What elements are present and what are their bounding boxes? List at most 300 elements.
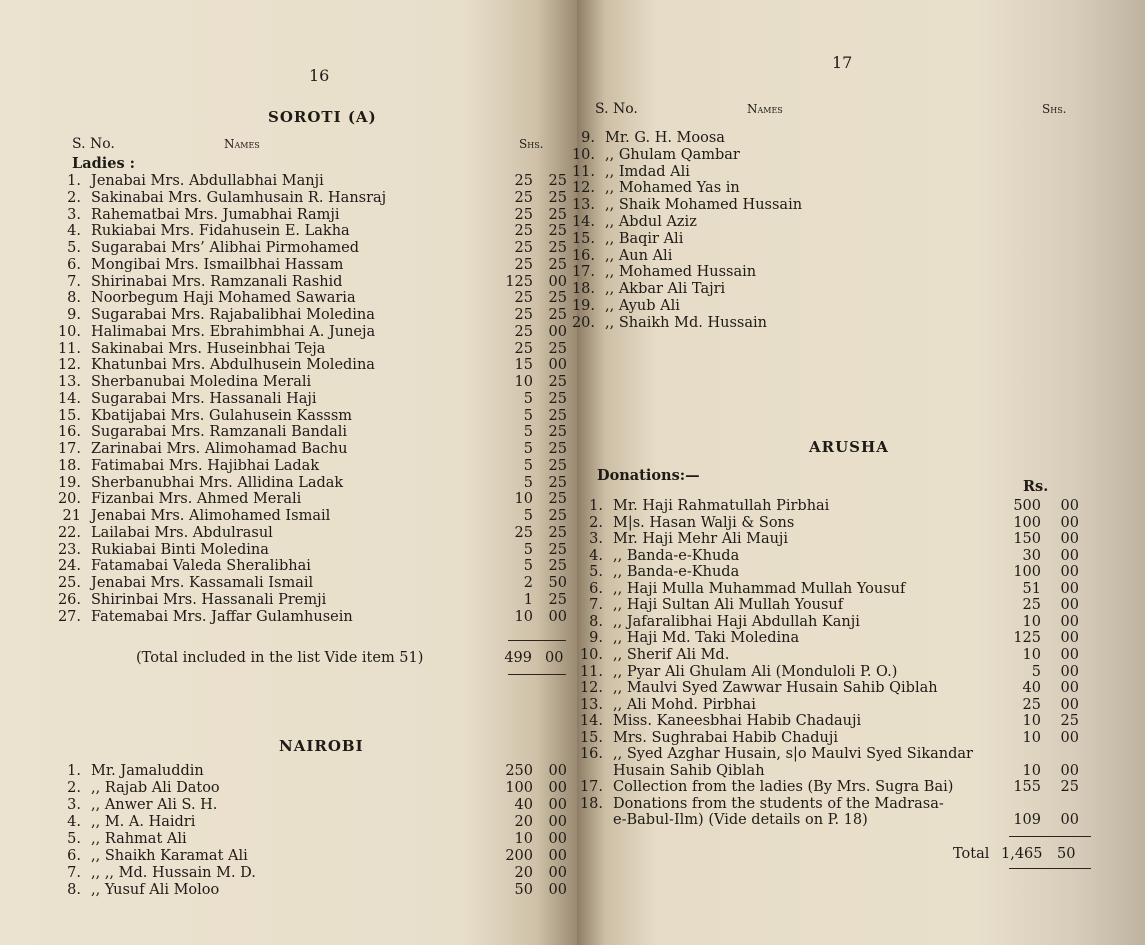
donation-row [577, 614, 1097, 631]
row-amount: 500 [1013, 498, 1041, 514]
row-cents: 25 [548, 441, 567, 457]
row-name: ,, Haji Md. Taki Moledina [613, 630, 800, 647]
donor-row [55, 357, 570, 374]
row-cents: 00 [548, 797, 567, 813]
row-name: Jenabai Mrs. Abdullabhai Manji [91, 173, 324, 189]
row-cents: 25 [548, 307, 567, 323]
donor-row [569, 231, 1049, 248]
donor-row [55, 780, 570, 797]
row-number: 20. [571, 314, 595, 331]
column-header-sno: S. No. [72, 136, 115, 152]
row-amount: 10 [514, 374, 533, 390]
row-amount: 10 [1022, 613, 1041, 630]
row-number: 5. [67, 240, 81, 256]
row-number: 8. [67, 290, 81, 307]
row-cents: 25 [548, 591, 567, 608]
row-cents: 00 [1060, 729, 1079, 746]
page-number: 17 [832, 53, 853, 72]
donor-row [55, 391, 570, 408]
row-name: Fatamabai Valeda Sheralibhai [91, 558, 311, 575]
donor-row [569, 298, 1049, 315]
row-cents: 25 [548, 491, 567, 508]
row-number: 11. [571, 163, 595, 180]
donor-row [569, 164, 1049, 181]
donor-row [55, 865, 570, 882]
row-name: Jenabai Mrs. Kassamali Ismail [91, 575, 314, 591]
row-cents: 25 [548, 457, 567, 474]
arusha-total-rule-top [1009, 836, 1091, 837]
row-name: Sakinabai Mrs. Gulamhusain R. Hansraj [91, 189, 387, 206]
row-cents: 00 [1060, 696, 1079, 713]
row-number: 12. [571, 180, 595, 197]
donation-row [577, 730, 1097, 747]
row-cents: 25 [548, 541, 567, 558]
row-number: 4. [67, 814, 81, 830]
row-amount: 250 [505, 763, 533, 779]
row-amount: 10 [1022, 729, 1041, 746]
donor-row [55, 508, 570, 525]
donation-row [577, 597, 1097, 614]
row-number: 14. [579, 713, 603, 730]
row-number: 17. [579, 779, 603, 796]
row-number: 26. [57, 591, 81, 608]
section-title-soroti: SOROTI (A) [268, 108, 377, 126]
row-cents: 25 [548, 407, 567, 424]
row-name: ,, Aun Ali [605, 247, 673, 264]
donor-row [569, 130, 1049, 147]
donation-row [577, 664, 1097, 681]
row-amount: 10 [1022, 713, 1041, 730]
row-number: 7. [67, 273, 81, 290]
row-name: Mr. G. H. Moosa [605, 130, 725, 146]
row-amount: 5 [523, 558, 533, 575]
row-name: Miss. Kaneesbhai Habib Chadauji [613, 713, 862, 730]
row-name: Sakinabai Mrs. Huseinbhai Teja [91, 340, 326, 357]
row-amount: 30 [1022, 547, 1041, 564]
column-header-names: Names [747, 102, 783, 116]
row-number: 16. [571, 247, 595, 264]
row-amount: 25 [514, 340, 533, 357]
donor-row [55, 290, 570, 307]
donor-row [569, 315, 1049, 332]
row-number: 17. [57, 441, 81, 457]
donor-row [55, 458, 570, 475]
row-amount: 25 [514, 240, 533, 256]
row-name: Zarinabai Mrs. Alimohamad Bachu [91, 441, 348, 457]
total-rule-top [508, 640, 566, 641]
row-name: ,, Banda-e-Khuda [613, 564, 740, 581]
donor-row [55, 609, 570, 626]
row-name: ,, Maulvi Syed Zawwar Husain Sahib Qiblah [613, 680, 938, 697]
donation-row [577, 812, 1097, 829]
column-header-amount: Shs. [1042, 102, 1067, 116]
row-amount: 10 [1022, 762, 1041, 779]
donation-row [577, 796, 1097, 813]
row-name: Collection from the ladies (By Mrs. Sugra Bai) [613, 779, 954, 796]
row-cents: 00 [548, 780, 567, 796]
row-number: 8. [67, 882, 81, 898]
donor-row [55, 240, 570, 257]
donation-row [577, 647, 1097, 664]
row-name: Shirinabai Mrs. Ramzanali Rashid [91, 273, 343, 290]
donation-row [577, 713, 1097, 730]
donation-row [577, 763, 1097, 780]
row-cents: 00 [548, 831, 567, 847]
row-number: 18. [57, 457, 81, 474]
donor-row [55, 408, 570, 425]
row-cents: 00 [548, 608, 567, 625]
row-cents: 25 [548, 189, 567, 206]
total-shs: 499 [504, 650, 532, 666]
row-cents: 00 [548, 273, 567, 290]
row-cents: 00 [548, 763, 567, 779]
row-cents: 00 [1060, 498, 1079, 514]
donation-row [577, 548, 1097, 565]
row-name: Fizanbai Mrs. Ahmed Merali [91, 491, 302, 508]
row-amount: 2 [523, 575, 533, 591]
row-number: 15. [579, 729, 603, 746]
row-number: 18. [579, 795, 603, 812]
row-name: ,, Haji Mulla Muhammad Mullah Yousuf [613, 580, 906, 597]
row-name: Mr. Jamaluddin [91, 763, 204, 779]
page-number: 16 [309, 66, 330, 85]
row-cents: 25 [548, 508, 567, 524]
total-cts: 00 [545, 650, 564, 666]
row-amount: 5 [523, 424, 533, 441]
row-number: 11. [57, 340, 81, 357]
row-number: 7. [589, 597, 603, 614]
row-amount: 5 [523, 457, 533, 474]
row-amount: 40 [1022, 680, 1041, 697]
donor-row [55, 525, 570, 542]
row-name: ,, Shaikh Md. Hussain [605, 314, 767, 331]
row-name: Mr. Haji Rahmatullah Pirbhai [613, 498, 830, 514]
row-name: ,, Banda-e-Khuda [613, 547, 740, 564]
row-amount: 5 [523, 508, 533, 524]
row-name: Rukiabai Binti Moledina [91, 541, 269, 558]
row-name: Halimabai Mrs. Ebrahimbhai A. Juneja [91, 323, 376, 340]
row-name: ,, Yusuf Ali Moloo [91, 882, 220, 898]
row-cents: 25 [548, 524, 567, 541]
row-cents: 25 [548, 558, 567, 575]
row-cents: 00 [1060, 663, 1079, 680]
donation-row [577, 746, 1097, 763]
currency-label: Rs. [1023, 478, 1049, 495]
row-amount: 25 [1022, 597, 1041, 614]
donor-row [55, 797, 570, 814]
donor-row [55, 848, 570, 865]
donation-row [577, 680, 1097, 697]
section-title-nairobi: NAIROBI [279, 737, 364, 755]
row-name: Donations from the students of the Madrasa- [613, 795, 944, 812]
row-number: 24. [57, 558, 81, 575]
row-number: 25. [57, 575, 81, 591]
donations-label: Donations:— [597, 467, 700, 484]
donor-row [569, 281, 1049, 298]
row-amount: 25 [514, 223, 533, 240]
row-name: Mr. Haji Mehr Ali Mauji [613, 531, 789, 548]
row-amount: 40 [514, 797, 533, 813]
row-name: ,, Syed Azghar Husain, s|o Maulvi Syed Sikandar [613, 746, 973, 763]
row-cents: 25 [548, 390, 567, 407]
row-amount: 5 [523, 407, 533, 424]
donor-row [55, 882, 570, 899]
row-number: 1. [67, 763, 81, 779]
donor-row [55, 491, 570, 508]
row-cents: 25 [548, 240, 567, 256]
donor-row [55, 324, 570, 341]
arusha-total-cts: 50 [1057, 846, 1076, 862]
row-name: Husain Sahib Qiblah [613, 762, 765, 779]
row-amount: 25 [514, 256, 533, 273]
row-name: ,, Akbar Ali Tajri [605, 281, 726, 298]
row-amount: 25 [514, 206, 533, 223]
donor-row [55, 274, 570, 291]
row-name: ,, Ali Mohd. Pirbhai [613, 696, 756, 713]
row-number: 16. [579, 746, 603, 763]
row-amount: 10 [1022, 646, 1041, 663]
row-cents: 25 [548, 290, 567, 307]
row-amount: 10 [514, 608, 533, 625]
row-number: 27. [57, 608, 81, 625]
row-number: 14. [571, 214, 595, 230]
donation-row [577, 564, 1097, 581]
row-number: 19. [57, 474, 81, 491]
donation-row [577, 630, 1097, 647]
row-cents: 00 [1060, 630, 1079, 647]
row-cents: 00 [548, 882, 567, 898]
row-number: 17. [571, 264, 595, 281]
donor-row [55, 558, 570, 575]
donor-row [55, 592, 570, 609]
donation-row [577, 779, 1097, 796]
row-cents: 25 [1060, 779, 1079, 796]
row-cents: 25 [548, 256, 567, 273]
donor-row [55, 307, 570, 324]
row-cents: 25 [548, 474, 567, 491]
row-cents: 25 [548, 173, 567, 189]
donor-row [55, 173, 570, 190]
row-cents: 00 [1060, 531, 1079, 548]
row-cents: 00 [548, 357, 567, 374]
row-amount: 109 [1013, 812, 1041, 829]
row-cents: 00 [1060, 762, 1079, 779]
row-amount: 20 [514, 814, 533, 830]
row-cents: 50 [548, 575, 567, 591]
donor-row [569, 248, 1049, 265]
donor-row [55, 341, 570, 358]
row-amount: 100 [505, 780, 533, 796]
row-name: ,, Ghulam Qambar [605, 146, 740, 163]
donor-row [569, 147, 1049, 164]
row-name: Sugarabai Mrs’ Alibhai Pirmohamed [91, 240, 360, 256]
row-number: 13. [571, 197, 595, 214]
row-amount: 25 [514, 173, 533, 189]
row-amount: 100 [1013, 564, 1041, 581]
row-name: Mongibai Mrs. Ismailbhai Hassam [91, 256, 344, 273]
row-number: 1. [589, 498, 603, 514]
row-number: 12. [579, 680, 603, 697]
row-number: 6. [67, 256, 81, 273]
row-name: ,, Mohamed Yas in [605, 180, 740, 197]
donor-row [55, 374, 570, 391]
row-number: 2. [67, 780, 81, 796]
row-name: Fatemabai Mrs. Jaffar Gulamhusein [91, 608, 353, 625]
row-cents: 00 [1060, 514, 1079, 531]
row-number: 10. [57, 323, 81, 340]
donor-row [569, 180, 1049, 197]
donor-row [55, 190, 570, 207]
donor-row [55, 441, 570, 458]
row-number: 10. [571, 146, 595, 163]
arusha-total-label: Total [953, 846, 990, 862]
row-number: 23. [57, 541, 81, 558]
arusha-total-rule-bottom [1009, 868, 1091, 869]
row-name: ,, Baqir Ali [605, 230, 684, 247]
row-amount: 125 [505, 273, 533, 290]
donor-row [55, 424, 570, 441]
row-name: ,, Anwer Ali S. H. [91, 797, 218, 813]
row-number: 6. [589, 580, 603, 597]
row-number: 6. [67, 848, 81, 864]
row-name: ,, Pyar Ali Ghulam Ali (Monduloli P. O.) [613, 663, 898, 680]
row-name: ,, Sherif Ali Md. [613, 646, 730, 663]
row-name: Fatimabai Mrs. Hajibhai Ladak [91, 457, 320, 474]
donor-row [569, 214, 1049, 231]
donor-row [55, 575, 570, 592]
row-amount: 5 [523, 474, 533, 491]
row-amount: 50 [514, 882, 533, 898]
row-name: ,, Shaik Mohamed Hussain [605, 197, 803, 214]
row-amount: 10 [514, 831, 533, 847]
row-amount: 125 [1013, 630, 1041, 647]
row-cents: 25 [548, 340, 567, 357]
row-cents: 00 [1060, 613, 1079, 630]
row-amount: 200 [505, 848, 533, 864]
group-label-ladies: Ladies : [72, 155, 136, 172]
row-name: ,, Rajab Ali Datoo [91, 780, 220, 796]
row-name: ,, Rahmat Ali [91, 831, 187, 847]
row-name: ,, M. A. Haidri [91, 814, 196, 830]
row-name: ,, ,, Md. Hussain M. D. [91, 865, 256, 881]
row-cents: 00 [1060, 597, 1079, 614]
row-number: 4. [67, 223, 81, 240]
row-name: ,, Ayub Ali [605, 298, 680, 314]
donor-row [569, 264, 1049, 281]
row-cents: 00 [1060, 646, 1079, 663]
row-number: 16. [57, 424, 81, 441]
row-name: Kbatijabai Mrs. Gulahusein Kasssm [91, 407, 353, 424]
row-number: 5. [67, 831, 81, 847]
column-header-amount: Shs. [519, 137, 544, 151]
row-name: Sugarabai Mrs. Hassanali Haji [91, 390, 317, 407]
row-number: 20. [57, 491, 81, 508]
row-amount: 25 [514, 189, 533, 206]
right-page [571, 0, 1145, 945]
donation-row [577, 498, 1097, 515]
row-number: 22. [57, 524, 81, 541]
total-label: (Total included in the list Vide item 51) [136, 650, 424, 666]
row-amount: 25 [514, 323, 533, 340]
row-cents: 25 [548, 206, 567, 223]
donation-row [577, 697, 1097, 714]
row-number: 13. [57, 374, 81, 390]
row-amount: 155 [1013, 779, 1041, 796]
row-number: 21 [62, 508, 81, 524]
row-amount: 20 [514, 865, 533, 881]
row-number: 15. [57, 407, 81, 424]
row-name: Jenabai Mrs. Alimohamed Ismail [91, 508, 331, 524]
arusha-total-rs: 1,465 [1001, 846, 1043, 862]
row-amount: 5 [523, 390, 533, 407]
row-cents: 25 [548, 424, 567, 441]
donor-row [55, 763, 570, 780]
donor-row [55, 257, 570, 274]
row-name: Rahematbai Mrs. Jumabhai Ramji [91, 206, 340, 223]
row-amount: 1 [523, 591, 533, 608]
section-title-arusha: ARUSHA [809, 438, 889, 456]
row-name: ,, Imdad Ali [605, 163, 690, 180]
donor-row [55, 814, 570, 831]
row-cents: 25 [548, 374, 567, 390]
row-name: Sugarabai Mrs. Rajabalibhai Moledina [91, 307, 375, 323]
donor-row [569, 197, 1049, 214]
donation-row [577, 515, 1097, 532]
row-cents: 00 [548, 848, 567, 864]
row-number: 12. [57, 357, 81, 374]
row-number: 18. [571, 281, 595, 298]
row-cents: 00 [1060, 812, 1079, 829]
row-number: 7. [67, 865, 81, 881]
row-name: Sherbanubhai Mrs. Allidina Ladak [91, 474, 344, 491]
row-name: M|s. Hasan Walji & Sons [613, 514, 795, 531]
row-number: 13. [579, 696, 603, 713]
row-number: 2. [589, 514, 603, 531]
row-name: ,, Jafaralibhai Haji Abdullah Kanji [613, 613, 860, 630]
row-number: 19. [571, 298, 595, 314]
row-cents: 25 [1060, 713, 1079, 730]
donor-row [55, 831, 570, 848]
donation-row [577, 531, 1097, 548]
column-header-names: Names [224, 137, 260, 151]
row-number: 3. [589, 531, 603, 548]
row-number: 14. [57, 390, 81, 407]
row-amount: 15 [514, 357, 533, 374]
donor-row [55, 542, 570, 559]
row-name: Noorbegum Haji Mohamed Sawaria [91, 290, 356, 307]
row-amount: 25 [1022, 696, 1041, 713]
row-cents: 00 [1060, 564, 1079, 581]
row-cents: 00 [548, 323, 567, 340]
row-name: Sherbanubai Moledina Merali [91, 374, 312, 390]
row-amount: 25 [514, 524, 533, 541]
row-cents: 00 [548, 814, 567, 830]
row-name: ,, Haji Sultan Ali Mullah Yousuf [613, 597, 844, 614]
row-number: 4. [589, 547, 603, 564]
donor-row [55, 207, 570, 224]
row-name: ,, Abdul Aziz [605, 214, 697, 230]
row-name: Khatunbai Mrs. Abdulhusein Moledina [91, 357, 375, 374]
row-amount: 51 [1022, 580, 1041, 597]
row-number: 3. [67, 797, 81, 813]
row-number: 3. [67, 206, 81, 223]
row-amount: 25 [514, 290, 533, 307]
row-cents: 00 [548, 865, 567, 881]
donor-row [55, 223, 570, 240]
row-name: Shirinbai Mrs. Hassanali Premji [91, 591, 327, 608]
row-name: e-Babul-Ilm) (Vide details on P. 18) [613, 812, 868, 829]
row-cents: 00 [1060, 580, 1079, 597]
